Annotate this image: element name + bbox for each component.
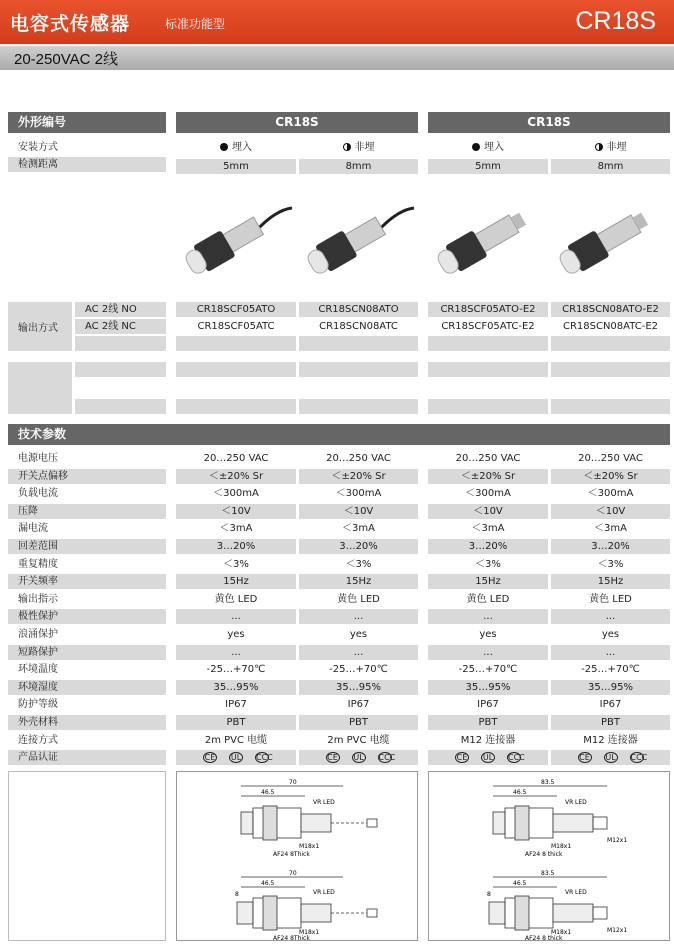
drawing-m12 (428, 771, 670, 941)
spec-value: IP67 (551, 697, 670, 712)
spec-value (176, 750, 296, 765)
empty-cell (428, 362, 548, 377)
dim-flush: 8 (487, 891, 491, 898)
spec-value: 黄色 LED (176, 592, 296, 607)
cert-ccc-icon: CCC (630, 752, 648, 762)
dim-total: 83.5 (541, 779, 555, 786)
dim-led: LED (575, 799, 587, 806)
model-code: CR18SCN08ATC (299, 319, 418, 334)
spec-value: 20…250 VAC (176, 451, 296, 466)
dim-vr: VR (565, 889, 574, 896)
spec-value: 黄色 LED (428, 592, 548, 607)
cert-ccc-icon: CCC (256, 752, 273, 762)
spec-value: -25…+70℃ (551, 662, 670, 677)
spec-label: 环境温度 (8, 662, 166, 677)
spec-value: 35…95% (299, 680, 418, 695)
spec-value: ... (299, 609, 418, 624)
header-banner (0, 0, 674, 44)
output-type: AC 2线 NO (75, 302, 166, 317)
model-code: CR18SCF05ATO (176, 302, 296, 317)
dim-af: AF24 8Thick (273, 935, 310, 940)
dim-thread: M18x1 (551, 843, 572, 850)
cert-ce-icon: CE (579, 752, 590, 762)
cert-ul-icon: UL (605, 752, 616, 762)
page-subtitle: 标准功能型 (165, 17, 226, 31)
install-value: 非埋 (299, 140, 418, 155)
dim-thread: M18x1 (299, 843, 320, 850)
spec-label: 外壳材料 (8, 715, 166, 730)
dim-connector: M12x1 (607, 837, 628, 844)
sensor-photo (432, 190, 550, 290)
spec-value: ＜300mA (176, 486, 296, 501)
spec-value: ... (176, 645, 296, 660)
spec-label: 环境湿度 (8, 680, 166, 695)
voltage-bar (0, 46, 674, 70)
spec-value: 3…20% (176, 539, 296, 554)
dim-connector: M12x1 (607, 927, 628, 934)
dim-total: 70 (289, 870, 297, 877)
spec-value (299, 750, 418, 765)
spec-value: ＜3mA (299, 521, 418, 536)
spec-label: 开关频率 (8, 574, 166, 589)
spec-value: ... (551, 609, 670, 624)
tech-section-header: 技术参数 (8, 424, 670, 445)
spec-value: ... (299, 645, 418, 660)
spec-value: 20…250 VAC (299, 451, 418, 466)
distance-value: 5mm (428, 159, 548, 174)
spec-label: 产品认证 (8, 750, 166, 765)
spec-value: ＜±20% Sr (428, 469, 548, 484)
spec-value: yes (551, 627, 670, 642)
section-label: 外形编号 (8, 112, 166, 133)
spec-value: ＜10V (551, 504, 670, 519)
dim-flush: 8 (235, 891, 239, 898)
spec-value: M12 连接器 (428, 733, 548, 748)
spec-value: yes (176, 627, 296, 642)
flush-dot-icon (220, 143, 228, 151)
cert-ul-icon: UL (353, 752, 364, 762)
cert-ul-icon: UL (230, 752, 242, 762)
install-value: 埋入 (176, 140, 296, 155)
dim-vr: VR (313, 889, 322, 896)
spec-value: 15Hz (428, 574, 548, 589)
spec-value: ＜300mA (551, 486, 670, 501)
spec-value: 20…250 VAC (428, 451, 548, 466)
spec-value: IP67 (428, 697, 548, 712)
dim-body: 46.5 (261, 880, 275, 887)
dim-vr: VR (313, 799, 322, 806)
spec-value: PBT (176, 715, 296, 730)
spec-label: 电源电压 (8, 451, 166, 466)
spec-value: 35…95% (176, 680, 296, 695)
distance-label: 检测距离 (8, 157, 166, 172)
cable-sensor-drawing (177, 772, 417, 940)
cert-ul-icon: UL (482, 752, 494, 762)
cert-ccc-icon: CCC (378, 752, 396, 762)
distance-value: 8mm (299, 159, 418, 174)
spec-value: IP67 (176, 697, 296, 712)
spec-value: PBT (299, 715, 418, 730)
spec-value: 黄色 LED (299, 592, 418, 607)
spec-value: ＜10V (428, 504, 548, 519)
model-code: CR18SCF05ATC-E2 (428, 319, 548, 334)
empty-cell (75, 336, 166, 351)
half-dot-icon (595, 143, 603, 151)
dim-led: LED (323, 799, 335, 806)
empty-cell (551, 362, 670, 377)
spec-value: ＜3mA (428, 521, 548, 536)
empty-block (8, 362, 72, 414)
drawing-cable (176, 771, 418, 941)
spec-value: 35…95% (551, 680, 670, 695)
spec-value: ＜±20% Sr (551, 469, 670, 484)
spec-value: 3…20% (551, 539, 670, 554)
spec-value: 黄色 LED (551, 592, 670, 607)
spec-value: ＜±20% Sr (176, 469, 296, 484)
install-value: 埋入 (428, 140, 548, 155)
spec-label: 重复精度 (8, 557, 166, 572)
dim-led: LED (323, 889, 335, 896)
spec-label: 防护等级 (8, 697, 166, 712)
empty-cell (176, 336, 296, 351)
model-title: CR18S (575, 7, 656, 35)
spec-value: yes (428, 627, 548, 642)
dim-af: AF24 8 thick (525, 935, 563, 940)
spec-value: 15Hz (176, 574, 296, 589)
sensor-photo (554, 190, 672, 290)
spec-value: ＜300mA (299, 486, 418, 501)
spec-value: ＜10V (299, 504, 418, 519)
spec-value: ＜3mA (551, 521, 670, 536)
spec-value: PBT (551, 715, 670, 730)
install-value: 非埋 (551, 140, 670, 155)
page-title: 电容式传感器 (10, 13, 131, 35)
group-header-1: CR18S (176, 112, 418, 133)
dim-vr: VR (565, 799, 574, 806)
spec-value: ... (551, 645, 670, 660)
spec-value: ＜3% (428, 557, 548, 572)
spec-value: ... (428, 609, 548, 624)
dim-af: AF24 8Thick (273, 851, 310, 858)
empty-cell (176, 399, 296, 414)
spec-value: 20…250 VAC (551, 451, 670, 466)
spec-value: yes (299, 627, 418, 642)
distance-value: 5mm (176, 159, 296, 174)
dim-body: 46.5 (513, 880, 527, 887)
cert-ccc-icon: CCC (508, 752, 525, 762)
spec-label: 负载电流 (8, 486, 166, 501)
spec-value: -25…+70℃ (428, 662, 548, 677)
empty-cell (551, 399, 670, 414)
spec-label: 极性保护 (8, 609, 166, 624)
half-dot-icon (343, 143, 351, 151)
spec-value: ＜300mA (428, 486, 548, 501)
spec-value: ＜10V (176, 504, 296, 519)
output-label-box (8, 302, 72, 351)
spec-value: 3…20% (428, 539, 548, 554)
model-code: CR18SCN08ATC-E2 (551, 319, 670, 334)
empty-cell (428, 399, 548, 414)
spec-label: 输出指示 (8, 592, 166, 607)
dim-af: AF24 8 thick (525, 851, 563, 858)
empty-cell (75, 399, 166, 414)
output-label: 输出方式 (18, 323, 58, 334)
distance-value: 8mm (551, 159, 670, 174)
spec-value: 3…20% (299, 539, 418, 554)
spec-value: ＜3mA (176, 521, 296, 536)
spec-value: ＜3% (299, 557, 418, 572)
empty-cell (75, 362, 166, 377)
spec-value: -25…+70℃ (176, 662, 296, 677)
spec-value: 2m PVC 电缆 (299, 733, 418, 748)
spec-label: 压降 (8, 504, 166, 519)
model-code: CR18SCN08ATO-E2 (551, 302, 670, 317)
empty-cell (299, 336, 418, 351)
dim-total: 83.5 (541, 870, 555, 877)
cert-ce-icon: CE (204, 752, 216, 762)
spec-value: 35…95% (428, 680, 548, 695)
spec-value: ... (176, 609, 296, 624)
spec-label: 开关点偏移 (8, 469, 166, 484)
spec-label: 短路保护 (8, 645, 166, 660)
dim-body: 46.5 (513, 789, 527, 796)
spec-value: -25…+70℃ (299, 662, 418, 677)
spec-value: IP67 (299, 697, 418, 712)
spec-value: ... (428, 645, 548, 660)
voltage-label: 20-250VAC 2线 (14, 51, 118, 68)
spec-value: ＜3% (176, 557, 296, 572)
spec-label: 回差范围 (8, 539, 166, 554)
model-code: CR18SCN08ATO (299, 302, 418, 317)
spec-value: M12 连接器 (551, 733, 670, 748)
cert-ce-icon: CE (456, 752, 468, 762)
dim-thread: M18x1 (551, 929, 572, 936)
dim-body: 46.5 (261, 789, 275, 796)
dim-thread: M18x1 (299, 929, 320, 936)
empty-cell (299, 399, 418, 414)
empty-cell (551, 336, 670, 351)
group-header-2: CR18S (428, 112, 670, 133)
dim-total: 70 (289, 779, 297, 786)
empty-cell (176, 362, 296, 377)
empty-cell (428, 336, 548, 351)
model-code: CR18SCF05ATO-E2 (428, 302, 548, 317)
spec-label: 漏电流 (8, 521, 166, 536)
spec-value (428, 750, 548, 765)
spec-value: ＜±20% Sr (299, 469, 418, 484)
spec-value: 2m PVC 电缆 (176, 733, 296, 748)
spec-value: ＜3% (551, 557, 670, 572)
m12-sensor-drawing (429, 772, 669, 940)
spec-value: 15Hz (299, 574, 418, 589)
empty-drawing-box (8, 771, 166, 941)
empty-cell (299, 362, 418, 377)
sensor-photo (302, 190, 420, 290)
spec-label: 浪涌保护 (8, 627, 166, 642)
spec-value: PBT (428, 715, 548, 730)
spec-label: 连接方式 (8, 733, 166, 748)
dim-led: LED (575, 889, 587, 896)
install-label: 安装方式 (8, 140, 166, 155)
model-code: CR18SCF05ATC (176, 319, 296, 334)
output-type: AC 2线 NC (75, 319, 166, 334)
cert-ce-icon: CE (327, 752, 338, 762)
spec-value (551, 750, 670, 765)
flush-dot-icon (472, 143, 480, 151)
sensor-photo (180, 190, 298, 290)
spec-value: 15Hz (551, 574, 670, 589)
